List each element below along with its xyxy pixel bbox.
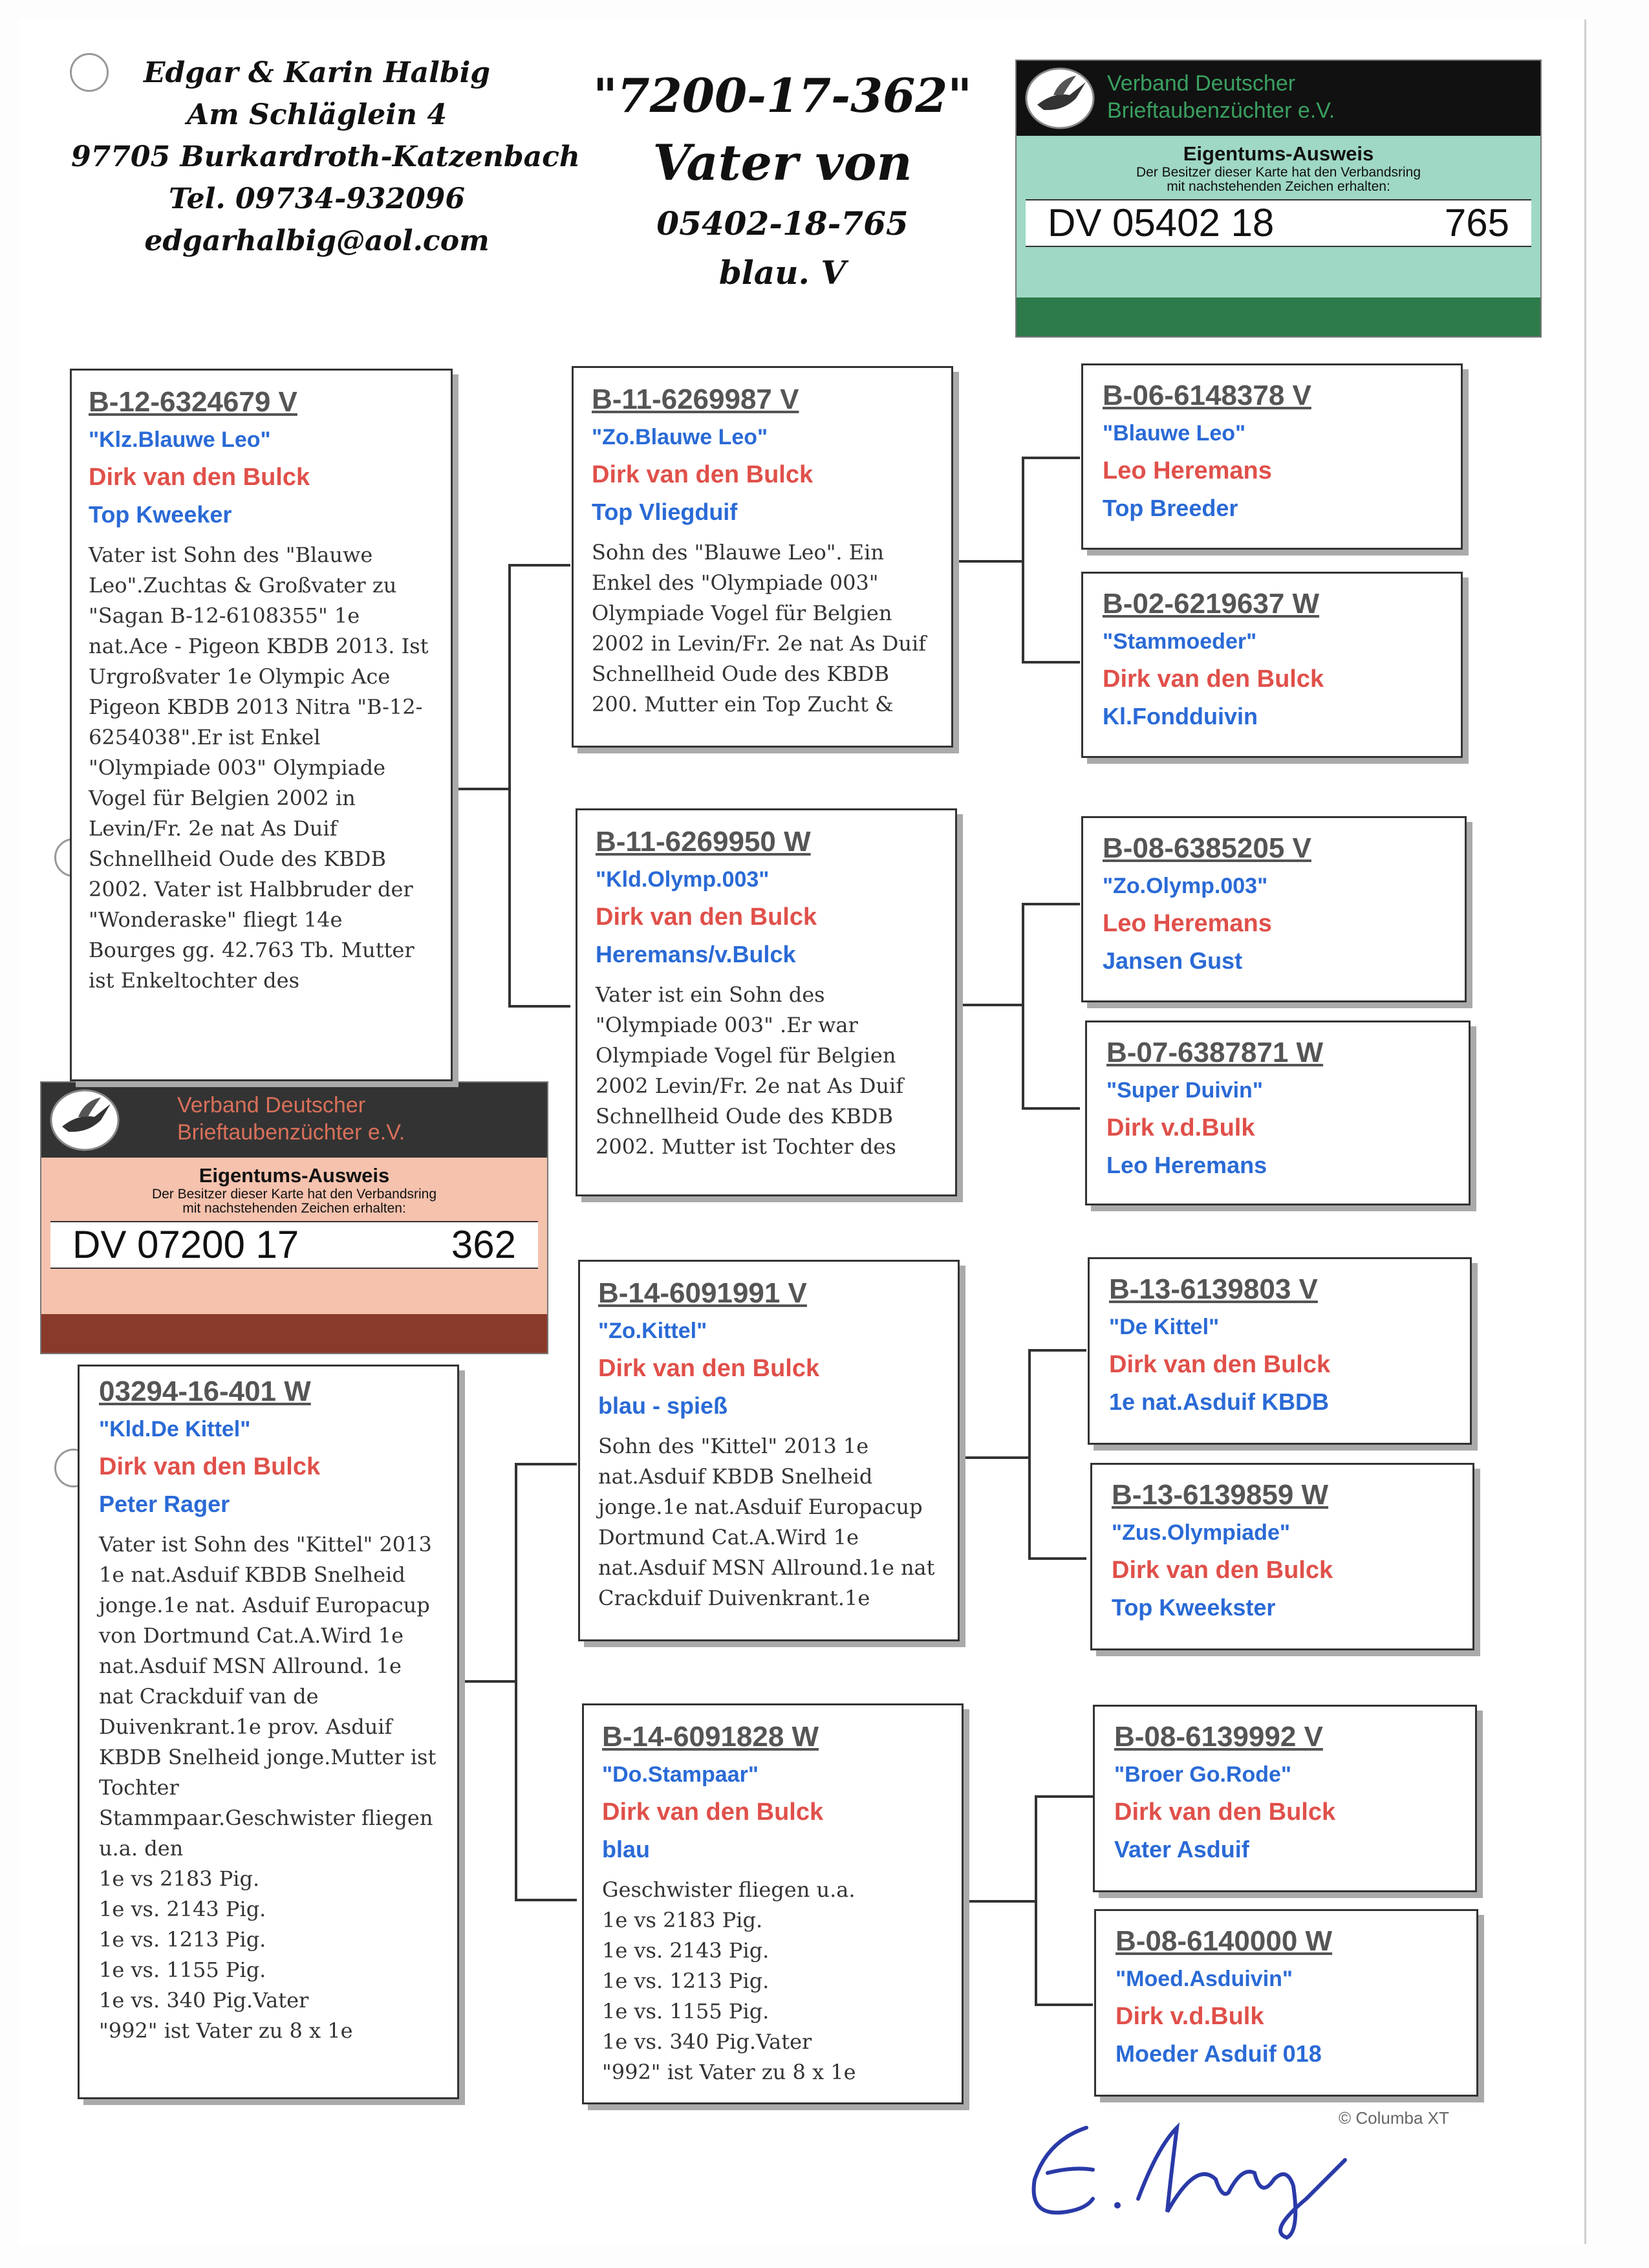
owner-name: Edgar & Karin Halbig — [143, 56, 491, 89]
pigeon-ring: B-07-6387871 W — [1106, 1037, 1324, 1068]
card-sub2: mit nachstehenden Zeichen erhalten: — [182, 1201, 406, 1216]
pigeon-box-mmf — [1093, 1705, 1477, 1892]
card-sub2: mit nachstehenden Zeichen erhalten: — [1167, 179, 1390, 194]
owner-address — [71, 52, 580, 262]
pigeon-description: Geschwister fliegen u.a. 1e vs 2183 Pig. 1e vs. 2143 Pig. 1e vs. 1213 Pig. 1e vs. 1155 Pig. 1e vs. 340 Pig.Vater "992" ist Vater zu 8 x 1e — [602, 1877, 856, 2084]
connector — [515, 1463, 517, 1900]
pigeon-name: "Moed.Asduivin" — [1116, 1967, 1293, 1991]
pigeon-name: "Zus.Olympiade" — [1112, 1520, 1290, 1545]
pigeon-ring: B-08-6140000 W — [1116, 1925, 1333, 1957]
card-org-line1: Verband Deutscher — [177, 1093, 366, 1118]
pigeon-box-ff — [572, 366, 953, 748]
pigeon-extra: blau — [602, 1836, 651, 1863]
pigeon-extra: blau - spieß — [598, 1392, 728, 1419]
pigeon-extra: Top Kweekster — [1112, 1594, 1276, 1621]
pigeon-name: "Super Duivin" — [1106, 1078, 1263, 1103]
ownership-card-father — [40, 1081, 548, 1354]
pigeon-extra: Top Kweeker — [89, 501, 232, 528]
card-sub1: Der Besitzer dieser Karte hat den Verbandsring — [1136, 165, 1421, 180]
connector — [508, 564, 511, 1006]
pigeon-extra: Heremans/v.Bulck — [596, 941, 796, 967]
pigeon-name: "Zo.Olymp.003" — [1103, 874, 1268, 898]
card-org-line2: Brieftaubenzüchter e.V. — [177, 1120, 405, 1145]
pigeon-ring: B-11-6269987 V — [592, 383, 799, 415]
connector — [515, 1899, 577, 1901]
connector — [508, 1005, 570, 1008]
owner-city: 97705 Burkardroth-Katzenbach — [71, 140, 580, 173]
connector — [1022, 457, 1024, 664]
connector — [964, 1900, 1037, 1903]
pigeon-box-father — [70, 369, 453, 1081]
pigeon-name: "Zo.Blauwe Leo" — [592, 425, 768, 449]
connector — [1022, 903, 1080, 905]
connector — [1028, 1349, 1031, 1560]
pigeon-breeder: Dirk van den Bulck — [1109, 1351, 1331, 1378]
pigeon-box-fmf — [1081, 816, 1467, 1002]
connector — [960, 1456, 1031, 1459]
pigeon-extra: Leo Heremans — [1106, 1152, 1267, 1178]
card-pattern-band — [1017, 297, 1540, 336]
dove-logo-icon — [1024, 66, 1095, 131]
pigeon-extra: Kl.Fondduivin — [1103, 703, 1258, 729]
card-body — [41, 1158, 547, 1269]
card-org-line1: Verband Deutscher — [1107, 71, 1296, 96]
pigeon-extra: 1e nat.Asduif KBDB — [1109, 1388, 1330, 1415]
pigeon-breeder: Dirk van den Bulck — [99, 1453, 321, 1480]
copyright: © Columba XT — [1339, 2108, 1449, 2128]
dove-logo-icon — [49, 1088, 120, 1152]
pigeon-name: "Zo.Kittel" — [598, 1319, 707, 1343]
card-sub1: Der Besitzer dieser Karte hat den Verbandsring — [151, 1187, 437, 1202]
pigeon-breeder: Dirk van den Bulck — [602, 1798, 824, 1826]
pigeon-ring: B-06-6148378 V — [1103, 380, 1311, 411]
pigeon-breeder: Dirk v.d.Bulk — [1116, 2003, 1264, 2030]
pigeon-description: Vater ist Sohn des "Kittel" 2013 1e nat.Asduif KBDB Snelheid jonge.1e nat. Asduif Europacup von Dortmund Cat.A.Wird 1e nat.Asduif MSN Allround. 1e nat Crackduif van de Duivenkrant.1e prov. Asduif KBDB Snelheid jonge.Mutter ist Tochter Stammpaar.Geschwister fliegen u.a. den 1e vs 2183 Pig. 1e vs. 2143 Pig. 1e vs. 1213 Pig. 1e vs. 1155 Pig. 1e vs. 340 Pig.Vater "992" ist Vater zu 8 x 1e — [99, 1532, 436, 2043]
pigeon-ring: B-13-6139803 V — [1109, 1273, 1318, 1305]
pigeon-ring: 03294-16-401 W — [99, 1376, 311, 1407]
pigeon-breeder: Dirk van den Bulck — [598, 1355, 820, 1382]
pigeon-extra: Jansen Gust — [1103, 947, 1243, 974]
pigeon-box-mfm — [1090, 1463, 1474, 1650]
pigeon-box-mf — [578, 1260, 960, 1641]
connector — [453, 788, 511, 790]
pigeon-ring: B-12-6324679 V — [89, 386, 297, 418]
pigeon-ring: B-08-6139992 V — [1114, 1721, 1323, 1753]
pigeon-description: Sohn des "Kittel" 2013 1e nat.Asduif KBDB Snelheid jonge.1e nat.Asduif Europacup Dortmund Cat.A.Wird 1e nat.Asduif MSN Allround.1e nat Crackduif Duivenkrant.1e — [598, 1434, 935, 1610]
pigeon-description: Vater ist Sohn des "Blauwe Leo".Zuchtas & Großvater zu "Sagan B-12-6108355" 1e nat.Ace - Pigeon KBDB 2013. Ist Urgroßvater 1e Olympic Ace Pigeon KBDB 2013 Nitra "B-12-6254038".Er ist Enkel "Olympiade 003" Olympiade Vogel für Belgien 2002 in Levin/Fr. 2e nat As Duif Schnellheid Oude des KBDB 2002. Vater ist Halbbruder der "Wonderaske" fliegt 14e Bourges gg. 42.763 Tb. Mutter ist Enkeltochter des — [89, 543, 429, 993]
card-heading: Eigentums-Ausweis — [1183, 142, 1374, 165]
title-child-color: blau. V — [718, 254, 846, 292]
pigeon-ring: B-14-6091991 V — [598, 1277, 807, 1309]
pigeon-box-ffm — [1081, 572, 1463, 758]
pigeon-breeder: Dirk van den Bulck — [89, 464, 310, 491]
pigeon-description: Vater ist ein Sohn des "Olympiade 003" .Er war Olympiade Vogel für Belgien 2002 Levin/Fr. 2e nat As Duif Schnellheid Oude des KBDB 2002. Mutter ist Tochter des — [596, 982, 904, 1159]
pigeon-box-mm — [582, 1703, 964, 2104]
card-number-left: DV 05402 18 — [1048, 201, 1275, 244]
pigeon-box-fm — [576, 808, 957, 1196]
pigeon-box-mff — [1088, 1257, 1472, 1445]
connector — [1022, 457, 1080, 459]
connector — [953, 1004, 1024, 1006]
pigeon-breeder: Leo Heremans — [1103, 910, 1272, 937]
pedigree-title — [582, 65, 983, 297]
card-org-line2: Brieftaubenzüchter e.V. — [1107, 98, 1335, 123]
ownership-card-child — [1015, 59, 1542, 338]
pigeon-box-mmm — [1094, 1909, 1478, 2097]
card-number-right: 362 — [451, 1223, 516, 1266]
pigeon-ring: B-11-6269950 W — [596, 826, 811, 858]
title-vater-von: Vater von — [652, 134, 912, 191]
pigeon-name: "Klz.Blauwe Leo" — [89, 427, 271, 452]
connector — [1022, 1107, 1080, 1110]
pigeon-extra: Top Breeder — [1103, 495, 1238, 521]
signature-icon — [1009, 2102, 1371, 2244]
title-ring: "7200-17-362" — [593, 68, 972, 123]
connector — [453, 1680, 517, 1683]
card-header — [1017, 61, 1540, 136]
connector — [1035, 1795, 1037, 2006]
connector — [953, 560, 1024, 563]
pigeon-breeder: Dirk van den Bulck — [596, 903, 817, 931]
connector — [508, 564, 570, 567]
card-number-right: 765 — [1444, 201, 1509, 244]
pigeon-name: "Do.Stampaar" — [602, 1762, 759, 1787]
pigeon-extra: Top Vliegduif — [592, 499, 738, 525]
card-pattern-band — [41, 1314, 547, 1353]
card-org — [177, 1092, 405, 1146]
pigeon-name: "Blauwe Leo" — [1103, 421, 1246, 446]
owner-street: Am Schläglein 4 — [187, 98, 447, 131]
pigeon-breeder: Dirk van den Bulck — [1114, 1798, 1336, 1826]
card-org — [1107, 70, 1335, 124]
pigeon-ring: B-02-6219637 W — [1103, 588, 1320, 620]
connector — [1028, 1349, 1086, 1352]
connector — [1028, 1557, 1086, 1560]
pigeon-extra: Moeder Asduif 018 — [1116, 2040, 1322, 2067]
pigeon-name: "De Kittel" — [1109, 1315, 1220, 1339]
pigeon-name: "Kld.De Kittel" — [99, 1417, 251, 1442]
card-ring-number — [1026, 199, 1531, 247]
owner-email: edgarhalbig@aol.com — [144, 224, 490, 257]
pigeon-name: "Stammoeder" — [1103, 629, 1257, 654]
pigeon-box-mother — [78, 1365, 459, 2099]
pigeon-extra: Vater Asduif — [1114, 1836, 1249, 1863]
pigeon-breeder: Dirk van den Bulck — [1112, 1557, 1333, 1584]
card-number-left: DV 07200 17 — [72, 1223, 299, 1266]
card-header — [41, 1083, 547, 1158]
connector — [515, 1463, 577, 1465]
pigeon-ring: B-08-6385205 V — [1103, 832, 1311, 864]
owner-phone: Tel. 09734-932096 — [168, 182, 466, 215]
pigeon-description: Sohn des "Blauwe Leo". Ein Enkel des "Olympiade 003" Olympiade Vogel für Belgien 2002 in Levin/Fr. 2e nat As Duif Schnellheid Oude des KBDB 200. Mutter ein Top Zucht & — [592, 540, 927, 717]
connector — [1035, 2003, 1093, 2006]
pigeon-ring: B-13-6139859 W — [1112, 1479, 1329, 1511]
pigeon-name: "Kld.Olymp.003" — [596, 867, 770, 892]
pigeon-name: "Broer Go.Rode" — [1114, 1762, 1292, 1787]
connector — [1022, 903, 1024, 1110]
pigeon-box-fmm — [1085, 1021, 1471, 1205]
pigeon-box-fff — [1081, 363, 1463, 550]
pigeon-breeder: Dirk van den Bulck — [1103, 665, 1324, 693]
pigeon-ring: B-14-6091828 W — [602, 1721, 819, 1753]
card-heading: Eigentums-Ausweis — [199, 1164, 390, 1187]
card-body — [1017, 136, 1540, 247]
pigeon-breeder: Dirk v.d.Bulk — [1106, 1114, 1255, 1141]
pigeon-breeder: Dirk van den Bulck — [592, 461, 814, 488]
card-ring-number — [50, 1221, 538, 1269]
pigeon-breeder: Leo Heremans — [1103, 457, 1272, 484]
pigeon-extra: Peter Rager — [99, 1491, 230, 1517]
connector — [1035, 1795, 1093, 1798]
connector — [1022, 661, 1080, 664]
title-child-ring: 05402-18-765 — [656, 204, 909, 243]
